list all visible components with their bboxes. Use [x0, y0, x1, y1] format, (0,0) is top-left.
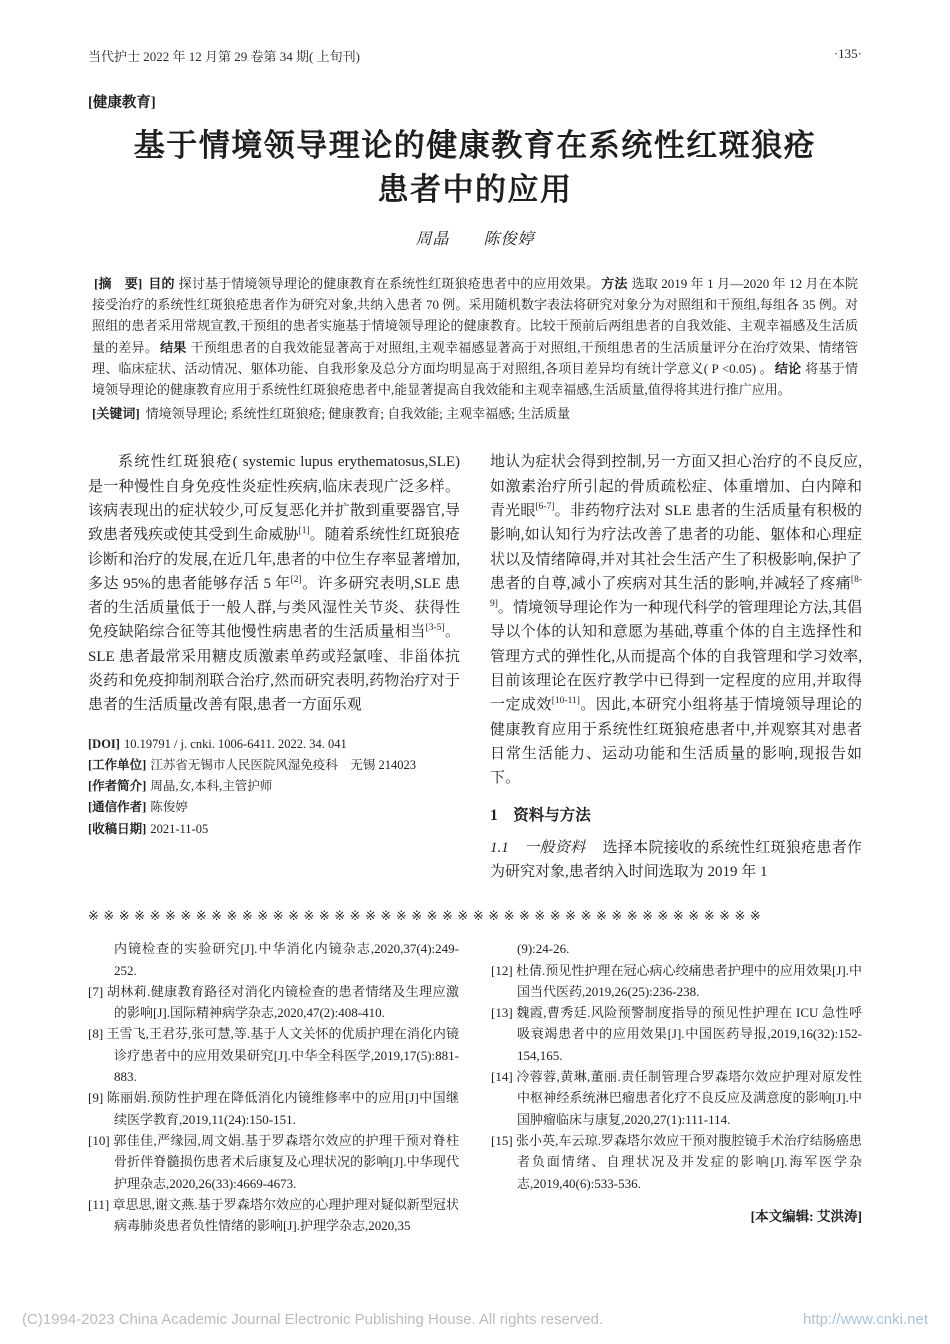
reference-item: [14] 冷蓉蓉,黄琳,董丽.责任制管理合罗森塔尔效应护理对原发性中枢神经系统淋巴瘤患者化疗不良反应及满意度的影响[J].中国肿瘤临床与康复,2020,27(1):111-114.: [491, 1069, 862, 1127]
abstract-results-label: 结果: [160, 339, 187, 355]
abstract-objective-text: 探讨基于情境领导理论的健康教育在系统性红斑狼疮患者中的应用效果。: [178, 276, 600, 292]
body-text-segment: 系统性红斑狼疮( systemic lupus erythematosus,SLE) 是一种慢性自身免疫性炎症性疾病,临床表现广泛多样。该病表现出的症状较少,可反复恶化并扩散到重要器官,导致患者残疾或使其受到生命威胁: [88, 454, 460, 544]
footnote-author-bio: [88, 776, 460, 797]
footnote-doi: [88, 734, 460, 755]
footnote-affiliation-label: [工作单位]: [88, 757, 147, 772]
abstract-objective-label: 目的: [148, 276, 175, 292]
citation-marker: [8-9]: [490, 574, 862, 610]
cnki-url-link[interactable]: http://www.cnki.net: [802, 1311, 928, 1328]
article-category: [健康教育]: [88, 95, 156, 111]
left-column: [88, 450, 460, 884]
keywords-text: 情境领导理论; 系统性红斑狼疮; 健康教育; 自我效能; 主观幸福感; 生活质量: [145, 406, 570, 422]
references-section: [88, 938, 862, 1236]
footnote-corresponding-author-label: [通信作者]: [88, 800, 147, 815]
copyright-footer: [0, 1311, 950, 1328]
footnote-corresponding-author-text: 陈俊婷: [150, 800, 188, 815]
section-1-1-paragraph: [490, 836, 862, 885]
abstract-methods-label: 方法: [601, 276, 628, 292]
body-columns: [88, 450, 862, 884]
footnote-affiliation-text: 江苏省无锡市人民医院风湿免疫科 无锡 214023: [150, 757, 416, 772]
body-text-segment: 地认为症状会得到控制,另一方面又担心治疗的不良反应,如激素治疗所引起的骨质疏松症、体重增加、白内障和青光眼: [490, 454, 862, 519]
reference-item: (9):24-26.: [517, 941, 570, 957]
abstract-results-text: 干预组患者的自我效能显著高于对照组,主观幸福感显著高于对照组,干预组患者的生活质量评分在治疗效果、情绪管理、临床症状、活动情况、躯体功能、自我形象及总分方面均明显高于对照组,各项目差异均有统计学意义( P <0.05) 。: [92, 339, 858, 376]
section-1-1-text: 选择本院接收的系统性红斑狼疮患者作为研究对象,患者纳入时间选取为 2019 年 1: [490, 839, 862, 880]
abstract-conclusion-text: 将基于情境领导理论的健康教育应用于系统性红斑狼疮患者中,能显著提高自我效能和主观幸福感,生活质量,值得将其进行推广应用。: [92, 360, 858, 397]
reference-item: [8] 王雪飞,王君芬,张可慧,等.基于人文关怀的优质护理在消化内镜诊疗患者中的应用效果研究[J].中华全科医学,2019,17(5):881-883.: [88, 1026, 459, 1085]
body-text-segment: 。随着系统性红斑狼疮诊断和治疗的发展,在近几年,患者的中位生存率显著增加,多达 95%的患者能够存活 5 年: [88, 527, 460, 592]
citation-marker: [6-7]: [535, 501, 555, 512]
body-text-segment: 。非药物疗法对 SLE 患者的生活质量有积极的影响,如认知行为疗法改善了患者的功能、躯体和心理症状以及情绪障碍,并对其社会生活产生了积极影响,保护了患者的自尊,减小了疾病对其生活的影响,并减轻了疼痛: [490, 502, 862, 592]
abstract-conclusion-label: 结论: [774, 360, 802, 376]
reference-item: [15] 张小英,车云琼.罗森塔尔效应干预对腹腔镜手术治疗结肠癌患者负面情绪、自理状况及并发症的影响[J].海军医学杂志,2019,40(6):533-536.: [491, 1133, 862, 1191]
asterisk-divider: ※※※※※※※※※※※※※※※※※※※※※※※※※※※※※※※※※※※※※※※※※※※※: [88, 908, 766, 924]
citation-marker: [10-11]: [551, 696, 580, 707]
references-left-column: [88, 938, 459, 1236]
copyright-text: (C)1994-2023 China Academic Journal Electronic Publishing House. All rights reserved.: [22, 1311, 604, 1328]
article-title-line1: 基于情境领导理论的健康教育在系统性红斑狼疮: [133, 128, 817, 163]
body-paragraph-left: [88, 450, 460, 717]
footnote-corresponding-author: [88, 797, 460, 818]
citation-marker: [1]: [298, 526, 310, 537]
footnote-author-bio-label: [作者简介]: [88, 779, 147, 794]
reference-item: [9] 陈丽娟.预防性护理在降低消化内镜维修率中的应用[J]中国继续医学教育,2019,11(24):150-151.: [88, 1090, 459, 1127]
citation-marker: [2]: [290, 574, 302, 585]
reference-item: [11] 章思思,谢文燕.基于罗森塔尔效应的心理护理对疑似新型冠状病毒肺炎患者负性情绪的影响[J].护理学杂志,2020,35: [88, 1196, 459, 1234]
page-header: [88, 46, 862, 65]
abstract-label: [摘 要]: [94, 276, 143, 292]
editor-note: [本文编辑: 艾洪涛]: [750, 1208, 862, 1224]
page-number: ·135·: [833, 46, 862, 61]
right-column: [490, 450, 862, 884]
footnotes-block: [88, 734, 460, 840]
keywords-line: [92, 403, 858, 424]
body-text-segment: 。SLE 患者最常采用糖皮质激素单药或羟氯喹、非甾体抗炎药和免疫抑制剂联合治疗,然而研究表明,药物治疗对于患者的生活质量改善有限,患者一方面乐观: [88, 624, 460, 714]
footnote-received-date-text: 2021-11-05: [150, 821, 209, 836]
citation-marker: [3-5]: [425, 623, 445, 634]
footnote-author-bio-text: 周晶,女,本科,主管护师: [150, 779, 273, 794]
reference-item: [10] 郭佳佳,严缘园,周文娟.基于罗森塔尔效应的护理干预对脊柱骨折伴脊髓损伤患者术后康复及心理状况的影响[J].中华现代护理杂志,2020,26(33):4669-4673.: [88, 1133, 459, 1191]
reference-item: [7] 胡林莉.健康教育路径对消化内镜检查的患者情绪及生理应激的影响[J].国际精神病学杂志,2020,47(2):408-410.: [88, 983, 459, 1021]
article-title: [88, 124, 862, 212]
abstract-methods-text: 选取 2019 年 1 月—2020 年 12 月在本院接受治疗的系统性红斑狼疮患者作为研究对象,共纳入患者 70 例。采用随机数字表法将研究对象分为对照组和干预组,每组各 35 例。对照组的患者采用常规宣教,干预组的患者实施基于情境领导理论的健康教育。比较干预前后两组患者的自我效能、主观幸福感及生活质量的差异。: [92, 276, 858, 355]
footnote-affiliation: [88, 755, 460, 776]
body-text-segment: 。因此,本研究小组将基于情境领导理论的健康教育应用于系统性红斑狼疮患者中,并观察其对患者日常生活能力、运动功能和生活质量的影响,现报告如下。: [490, 697, 862, 787]
body-paragraph-right: [490, 450, 862, 790]
footnote-received-date: [88, 819, 460, 840]
body-text-segment: 。情境领导理论作为一种现代科学的管理理论方法,其倡导以个体的认知和意愿为基础,尊重个体的自主选择性和管理方式的弹性化,从而提高个体的自我管理和学习效率,目前该理论在医疗教学中已得到一定程度的应用,并取得一定成效: [490, 600, 862, 714]
references-right-column: [491, 938, 862, 1236]
footnote-received-date-label: [收稿日期]: [88, 821, 147, 836]
footnote-doi-text: 10.19791 / j. cnki. 1006-6411. 2022. 34. 041: [123, 736, 347, 751]
reference-item: [12] 杜倩.预见性护理在冠心病心绞痛患者护理中的应用效果[J].中国当代医药,2019,26(25):236-238.: [491, 962, 862, 999]
keywords-label: [关键词]: [92, 406, 140, 422]
article-title-line2: 患者中的应用: [377, 172, 573, 208]
body-text-segment: 。许多研究表明,SLE 患者的生活质量低于一般人群,与类风湿性关节炎、获得性免疫缺陷综合征等其他慢性病患者的生活质量相当: [88, 575, 460, 641]
article-authors: 周晶 陈俊婷: [415, 231, 535, 249]
reference-item: [13] 魏霞,曹秀廷.风险预警制度指导的预见性护理在 ICU 急性呼吸衰竭患者中的应用效果[J].中国医药导报,2019,16(32):152-154,165.: [491, 1005, 862, 1063]
section-1-1-label: 1.1 一般资料: [490, 839, 586, 856]
section-heading-methods: 1 资料与方法: [490, 806, 591, 824]
footnote-doi-label: [DOI]: [88, 736, 120, 751]
journal-issue-info: 当代护士 2022 年 12 月第 29 卷第 34 期( 上旬刊): [88, 49, 360, 64]
reference-item: 内镜检查的实验研究[J].中华消化内镜杂志,2020,37(4):249-252.: [114, 941, 459, 978]
abstract-paragraph: [92, 273, 858, 400]
